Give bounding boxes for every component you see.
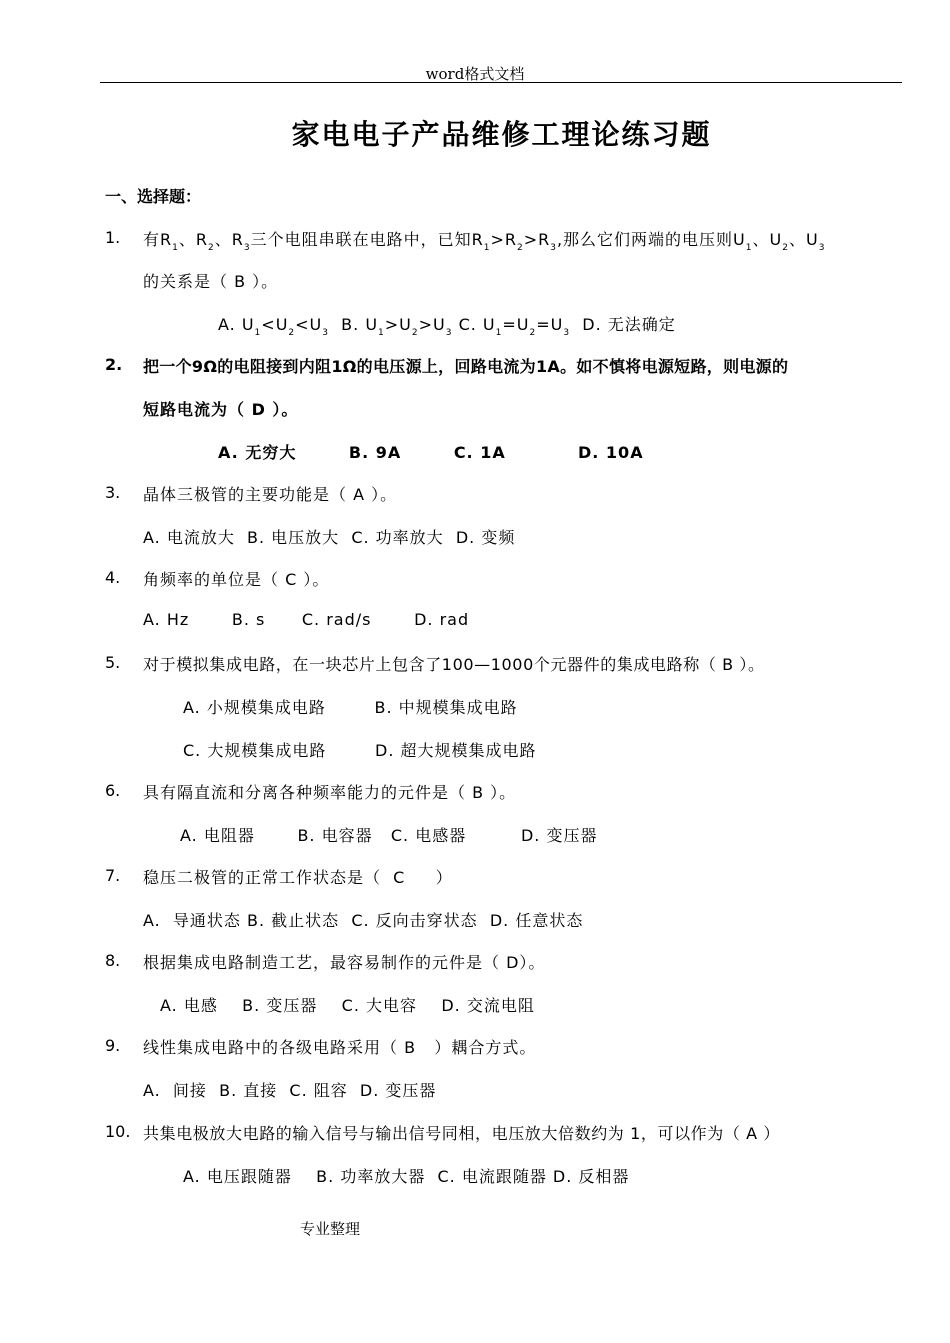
question-text: 稳压二极管的正常工作状态是（ C ） <box>143 868 453 887</box>
page-header: word格式文档 <box>425 65 525 83</box>
question-number: 1. <box>105 228 121 247</box>
question-number: 4. <box>105 568 121 587</box>
page-title: 家电电子产品维修工理论练习题 <box>291 118 712 151</box>
question-text: 对于模拟集成电路，在一块芯片上包含了100—1000个元器件的集成电路称（ B ）。 <box>143 655 765 674</box>
question-text: 共集电极放大电路的输入信号与输出信号同相，电压放大倍数约为 1，可以作为（ A ） <box>143 1124 780 1143</box>
question-number: 6. <box>105 781 121 800</box>
question-text: 把一个9Ω的电阻接到内阻1Ω的电压源上，回路电流为1A。如不慎将电源短路，则电源的 <box>143 357 789 376</box>
question-number: 2. <box>105 355 123 374</box>
question-text: 有$R_1$、$R_2$、$R_3$三个电阻串联在电路中，已知$R_1>R_2>R_3$,那么它们两端的电压则$U_1$、$U_2$、$U_3$ <box>143 230 826 253</box>
question-text: 线性集成电路中的各级电路采用（ B ）耦合方式。 <box>143 1038 537 1057</box>
answer-options: A. 导通状态 B. 截止状态 C. 反向击穿状态 D. 任意状态 <box>143 911 584 930</box>
question-number: 5. <box>105 653 121 672</box>
question-number: 9. <box>105 1036 121 1055</box>
answer-options: A. Hz B. s C. rad/s D. rad <box>143 610 470 629</box>
question-number: 3. <box>105 483 121 502</box>
answer-options: C. 大规模集成电路 D. 超大规模集成电路 <box>183 741 537 760</box>
answer-options: A. 电压跟随器 B. 功率放大器 C. 电流跟随器 D. 反相器 <box>183 1167 630 1186</box>
question-number: 8. <box>105 951 121 970</box>
answer-options: A. $U_1<U_2<U_3$ B. $U_1>U_2>U_3$ C. $U_1=U_2=U_3$ D. 无法确定 <box>218 315 676 338</box>
question-number: 7. <box>105 866 121 885</box>
question-text-continued: 的关系是（ B ）。 <box>143 272 279 291</box>
answer-options: A. 无穷大 B. 9A C. 1A D. 10A <box>218 443 644 462</box>
answer-options: A. 电阻器 B. 电容器 C. 电感器 D. 变压器 <box>180 826 598 845</box>
answer-options: A. 小规模集成电路 B. 中规模集成电路 <box>183 698 518 717</box>
header-rule <box>100 82 902 83</box>
question-text: 根据集成电路制造工艺，最容易制作的元件是（ D）。 <box>143 953 546 972</box>
answer-options: A. 电感 B. 变压器 C. 大电容 D. 交流电阻 <box>160 996 535 1015</box>
question-text: 晶体三极管的主要功能是（ A ）。 <box>143 485 398 504</box>
question-text-continued: 短路电流为（ D ）。 <box>143 400 299 419</box>
question-text: 具有隔直流和分离各种频率能力的元件是（ B ）。 <box>143 783 517 802</box>
page-footer: 专业整理 <box>300 1220 361 1238</box>
answer-options: A. 电流放大 B. 电压放大 C. 功率放大 D. 变频 <box>143 528 516 547</box>
section-heading: 一、选择题： <box>105 187 202 206</box>
answer-options: A. 间接 B. 直接 C. 阻容 D. 变压器 <box>143 1081 437 1100</box>
question-text: 角频率的单位是（ C ）。 <box>143 570 330 589</box>
question-number: 10. <box>105 1122 131 1141</box>
